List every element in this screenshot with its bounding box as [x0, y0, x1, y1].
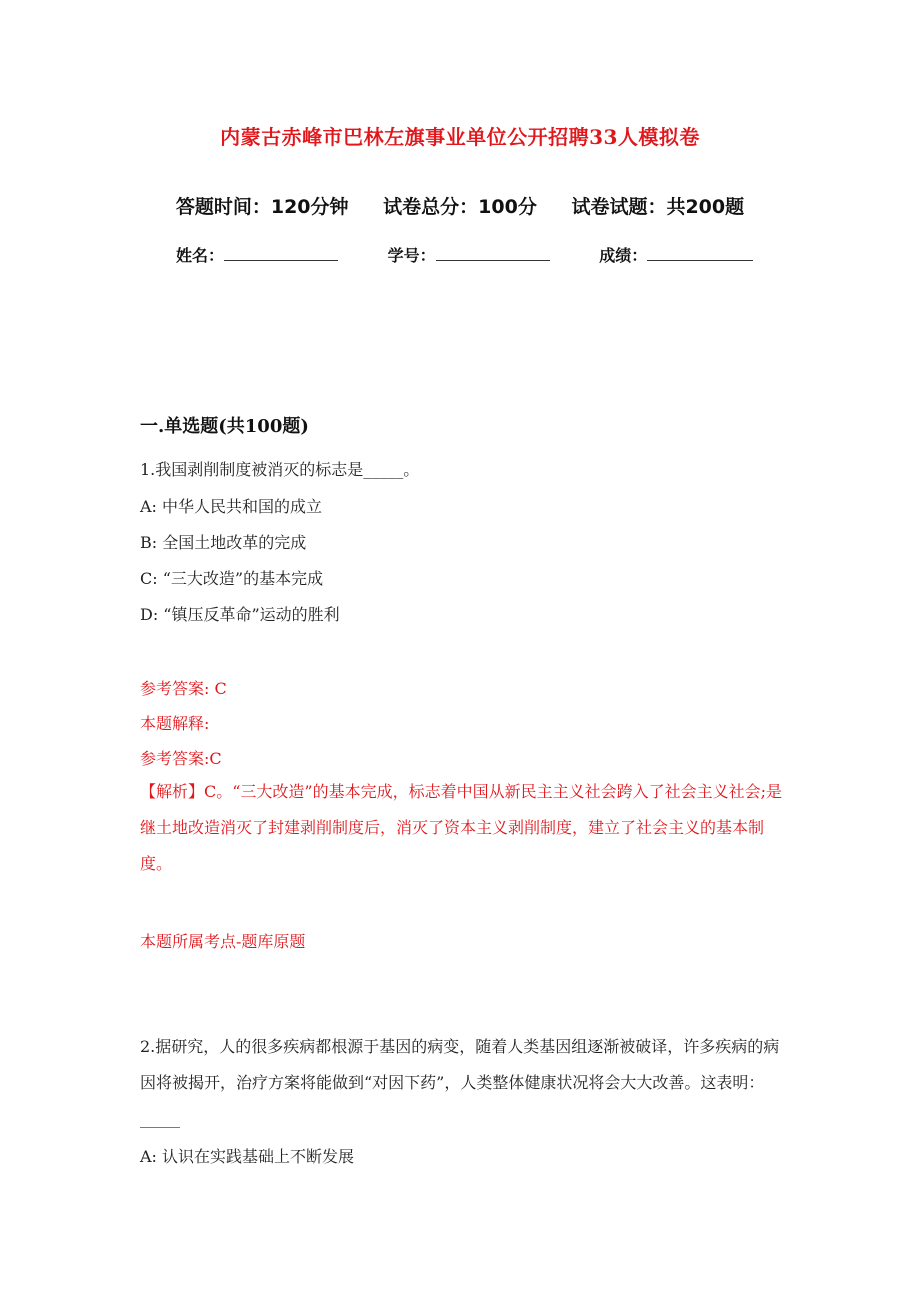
score-blank[interactable] [647, 246, 753, 261]
question-1-explanation-label: 本题解释: [140, 714, 210, 733]
question-1-option-d: D: “镇压反革命”运动的胜利 [140, 605, 340, 624]
question-1-answer: 参考答案: C [140, 679, 227, 698]
name-label: 姓名： [176, 246, 225, 265]
student-info [176, 243, 816, 266]
id-blank[interactable] [436, 246, 550, 261]
question-2-stem: 2.据研究，人的很多疾病都根源于基因的病变，随着人类基因组逐渐被破译，许多疾病的病因将被揭开，治疗方案将能做到“对因下药”，人类整体健康状况将会大大改善。这表明：_____ [140, 1037, 780, 1128]
exam-meta [0, 192, 920, 219]
score-label: 成绩： [599, 246, 648, 265]
id-label: 学号： [387, 246, 436, 265]
question-1-answer-repeat: 参考答案:C [140, 749, 222, 768]
question-2-option-a: A: 认识在实践基础上不断发展 [140, 1147, 355, 1166]
question-1-source: 本题所属考点-题库原题 [140, 932, 306, 951]
question-1-option-b: B: 全国土地改革的完成 [140, 533, 307, 552]
score-field [599, 243, 753, 266]
section-heading: 一.单选题(共100题) [140, 416, 309, 437]
exam-total-questions: 试卷试题：共200题 [571, 196, 745, 218]
question-1-option-c: C: “三大改造”的基本完成 [140, 569, 324, 588]
question-1-analysis: 【解析】C。“三大改造”的基本完成，标志着中国从新民主主义社会跨入了社会主义社会;是继土地改造消灭了封建剥削制度后，消灭了资本主义剥削制度，建立了社会主义的基本制度。 [140, 782, 782, 873]
name-blank[interactable] [224, 246, 338, 261]
exam-time: 答题时间：120分钟 [175, 196, 349, 218]
id-field [388, 243, 550, 266]
document-title: 内蒙古赤峰市巴林左旗事业单位公开招聘33人模拟卷 [220, 125, 700, 149]
exam-total-score: 试卷总分：100分 [383, 196, 537, 218]
name-field [176, 243, 338, 266]
question-1-stem: 1.我国剥削制度被消灭的标志是_____。 [140, 460, 420, 479]
question-1-option-a: A: 中华人民共和国的成立 [140, 497, 323, 516]
